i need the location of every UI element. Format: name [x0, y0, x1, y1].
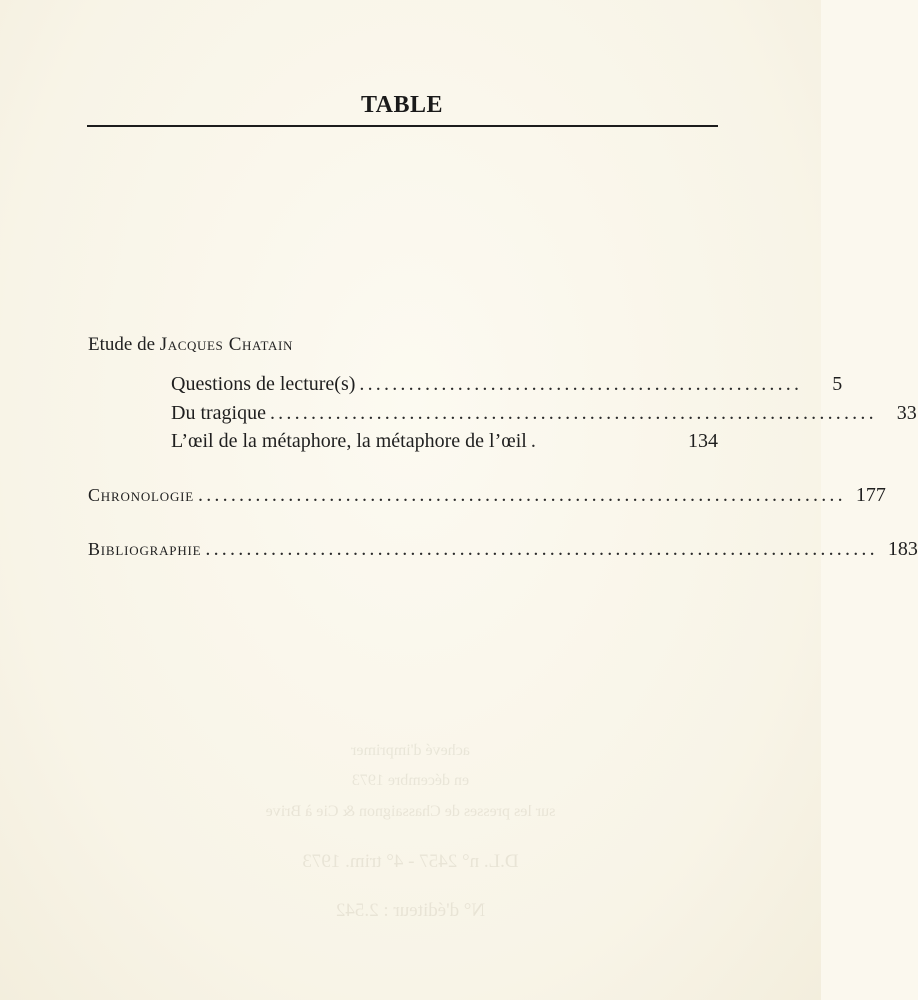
toc-entry-label: Questions de lecture(s) [171, 373, 356, 395]
toc-entry-label: Chronologie [88, 485, 195, 505]
toc-page-number: 183 [887, 538, 918, 560]
show-through-colophon-line: N° d'éditeur : 2.542 [335, 900, 486, 921]
toc-page-number: 33 [896, 402, 917, 424]
toc-entry-label: Bibliographie [88, 539, 202, 559]
page-title: TABLE [360, 92, 444, 118]
toc-page-number: 177 [855, 484, 886, 506]
toc-entry-chronologie [88, 484, 886, 510]
toc-entry-bibliographie [88, 538, 918, 564]
show-through-colophon-line: achevé d'imprimer [351, 742, 470, 759]
toc-entry-questions [171, 373, 843, 399]
title-rule [87, 125, 718, 127]
toc-entry-label: L’œil de la métaphore, la métaphore de l’œil [171, 430, 527, 452]
toc-leader-dots: . [530, 430, 540, 452]
toc-leader-dots: .......................................................................... [269, 402, 877, 424]
show-through-colophon-line: en décembre 1973 [351, 772, 470, 789]
toc-page-number: 5 [832, 373, 843, 395]
toc-entry-tragique [171, 402, 917, 428]
toc-leader-dots: .................................................................................. [205, 538, 878, 560]
study-heading [88, 334, 293, 356]
toc-entry-metaphore [171, 430, 718, 456]
toc-page-number: 134 [688, 430, 718, 452]
study-prefix: Etude de [88, 334, 156, 355]
show-through-colophon-line: sur les presses de Chassaignon & Cie à Brive [265, 803, 556, 820]
toc-entry-label: Du tragique [171, 402, 266, 424]
toc-leader-dots: ...................................................... [359, 373, 803, 395]
toc-leader-dots: ............................................................................... [198, 484, 846, 506]
study-author: Jacques Chatain [159, 334, 293, 355]
show-through-colophon-line: D.L. n° 2457 - 4° trim. 1973 [302, 851, 519, 872]
